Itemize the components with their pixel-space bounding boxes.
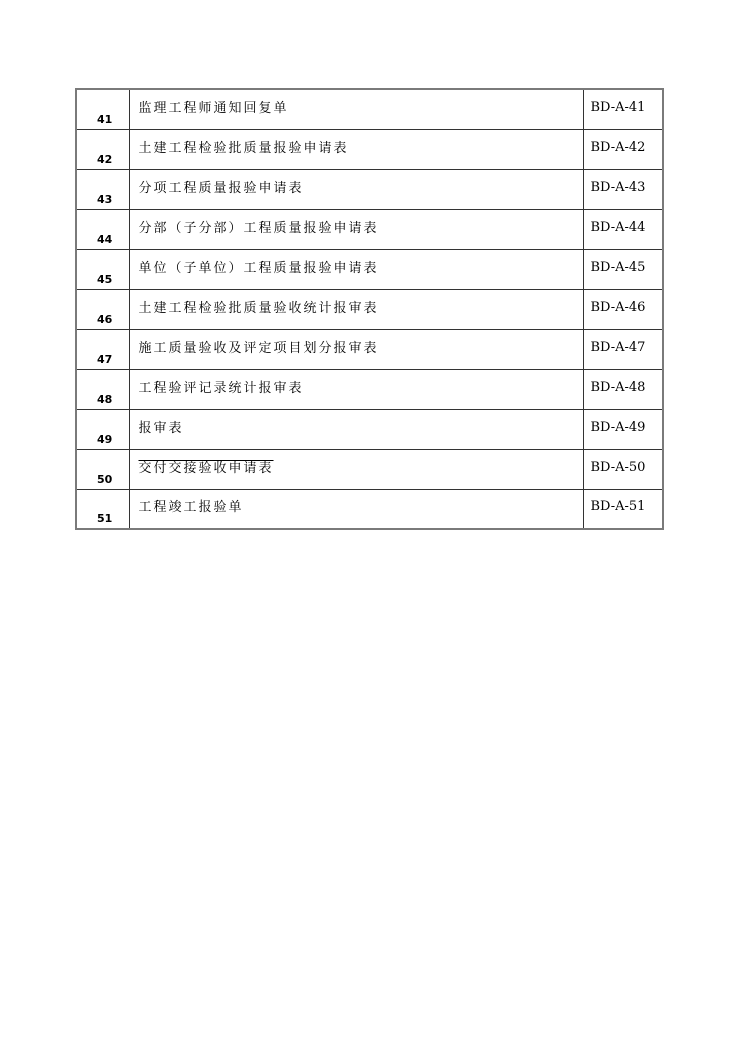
form-name: 土建工程检验批质量报验申请表 (129, 129, 583, 169)
form-code: BD-A-44 (583, 209, 663, 249)
row-number: 44 (76, 209, 129, 249)
form-code: BD-A-45 (583, 249, 663, 289)
form-name: 施工质量验收及评定项目划分报审表 (129, 329, 583, 369)
row-number: 45 (76, 249, 129, 289)
table-row (76, 249, 663, 289)
row-number: 51 (76, 489, 129, 529)
form-name-text: 交付交接验收申请表 (138, 460, 274, 476)
row-number: 50 (76, 449, 129, 489)
table-row (76, 369, 663, 409)
row-number: 43 (76, 169, 129, 209)
form-code: BD-A-49 (583, 409, 663, 449)
form-name: 报审表 (129, 409, 583, 449)
form-code: BD-A-50 (583, 449, 663, 489)
form-name: 分部（子分部）工程质量报验申请表 (129, 209, 583, 249)
row-number: 49 (76, 409, 129, 449)
table-row (76, 209, 663, 249)
form-code: BD-A-42 (583, 129, 663, 169)
row-number: 47 (76, 329, 129, 369)
row-number: 42 (76, 129, 129, 169)
form-name (129, 449, 583, 489)
table-row (76, 289, 663, 329)
forms-table (75, 88, 664, 530)
form-code: BD-A-43 (583, 169, 663, 209)
form-code: BD-A-46 (583, 289, 663, 329)
table-row (76, 329, 663, 369)
table-row (76, 449, 663, 489)
form-name: 单位（子单位）工程质量报验申请表 (129, 249, 583, 289)
table-row (76, 129, 663, 169)
table-row (76, 409, 663, 449)
form-name: 土建工程检验批质量验收统计报审表 (129, 289, 583, 329)
form-code: BD-A-48 (583, 369, 663, 409)
form-code: BD-A-51 (583, 489, 663, 529)
form-name: 工程验评记录统计报审表 (129, 369, 583, 409)
form-name: 分项工程质量报验申请表 (129, 169, 583, 209)
form-code: BD-A-41 (583, 89, 663, 129)
form-name: 监理工程师通知回复单 (129, 89, 583, 129)
table-row (76, 489, 663, 529)
table-row (76, 169, 663, 209)
table-row (76, 89, 663, 129)
form-name: 工程竣工报验单 (129, 489, 583, 529)
row-number: 41 (76, 89, 129, 129)
form-code: BD-A-47 (583, 329, 663, 369)
row-number: 46 (76, 289, 129, 329)
row-number: 48 (76, 369, 129, 409)
